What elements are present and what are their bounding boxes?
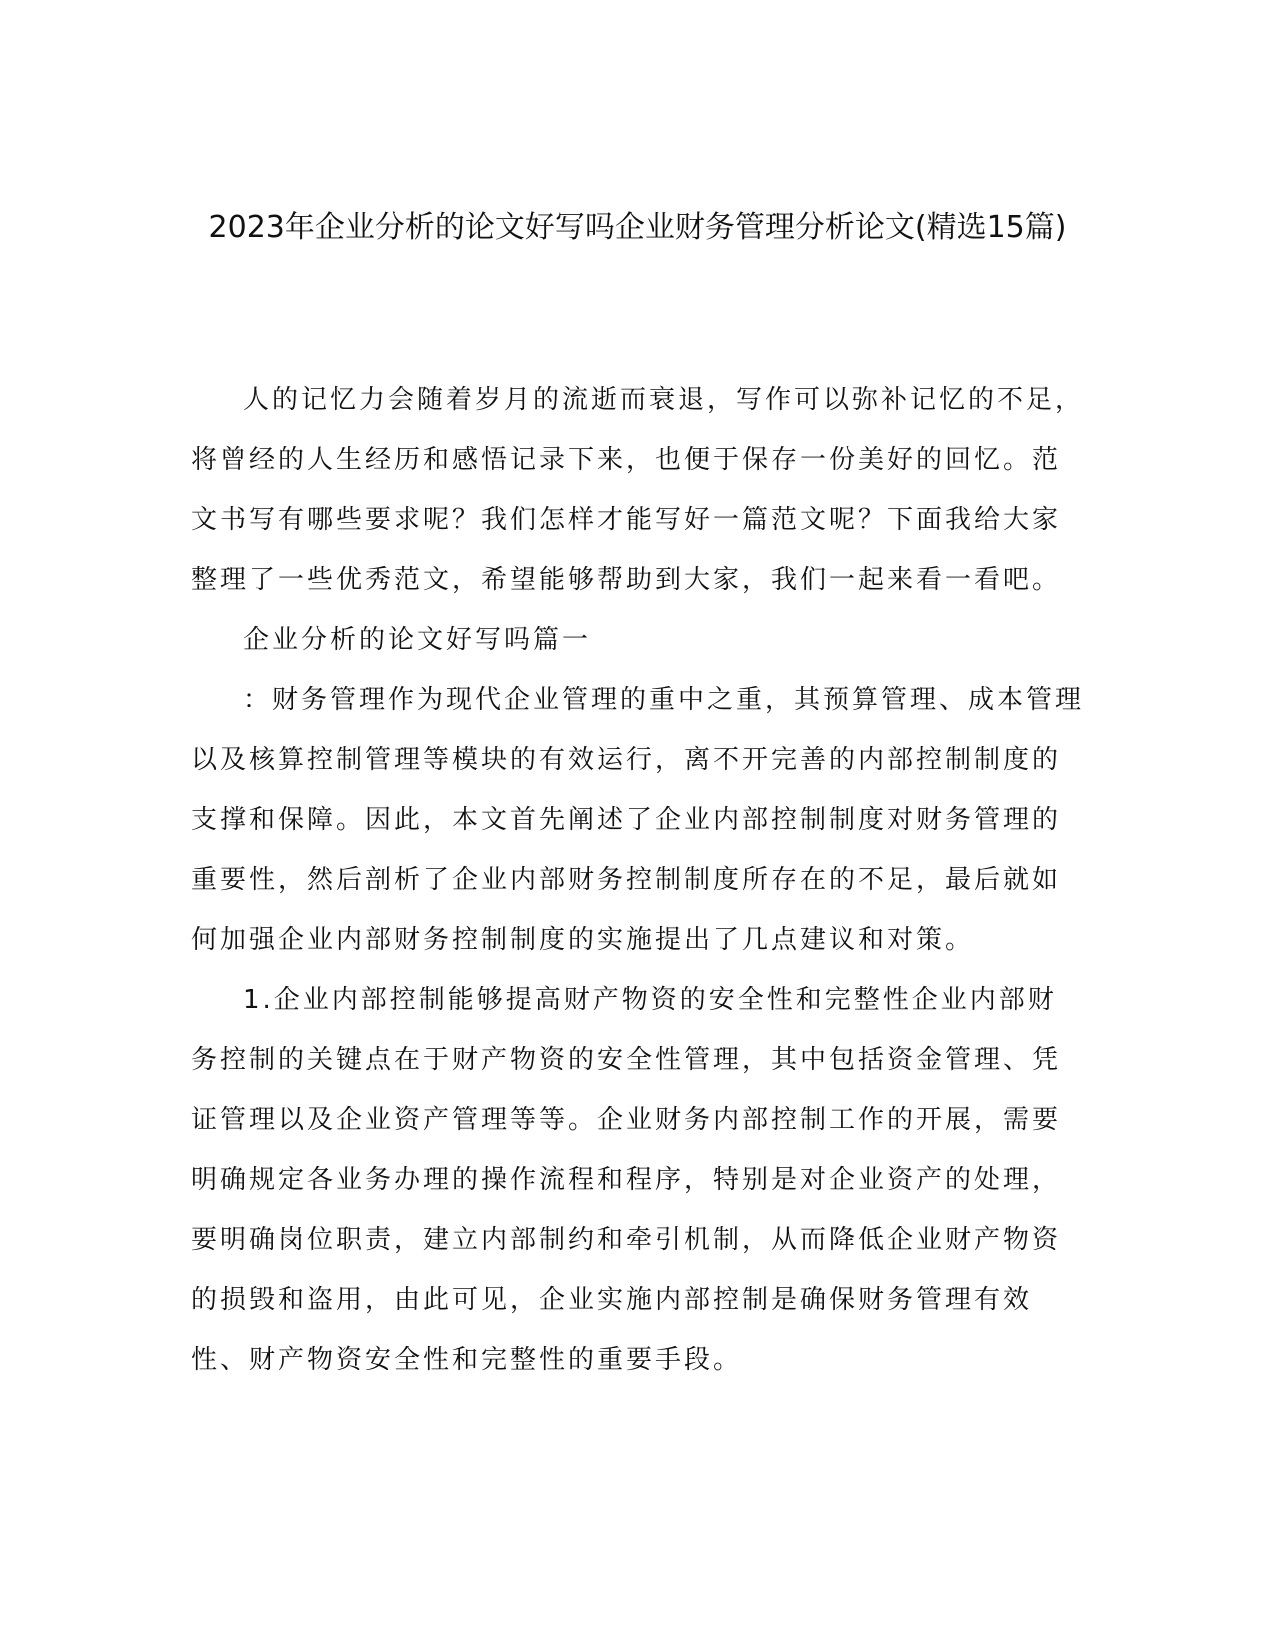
abstract-paragraph: ：财务管理作为现代企业管理的重中之重，其预算管理、成本管理以及核算控制管理等模块的有效运行，离不开完善的内部控制制度的支撑和保障。因此，本文首先阐述了企业内部控制制度对财务管理的重要性，然后剖析了企业内部财务控制制度所存在的不足，最后就如何加强企业内部财务控制制度的实施提出了几点建议和对策。 (191, 685, 1085, 955)
document-body (191, 370, 1084, 1390)
section-heading: 企业分析的论文好写吗篇一 (243, 625, 592, 655)
document-title: 2023年企业分析的论文好写吗企业财务管理分析论文(精选15篇) (208, 210, 1067, 245)
point-1-paragraph: 1.企业内部控制能够提高财产物资的安全性和完整性企业内部财务控制的关键点在于财产物资的安全性管理，其中包括资金管理、凭证管理以及企业资产管理等等。企业财务内部控制工作的开展，需要明确规定各业务办理的操作流程和程序，特别是对企业资产的处理，要明确岗位职责，建立内部制约和牵引机制，从而降低企业财产物资的损毁和盗用，由此可见，企业实施内部控制是确保财务管理有效性、财产物资安全性和完整性的重要手段。 (191, 985, 1062, 1375)
intro-paragraph: 人的记忆力会随着岁月的流逝而衰退，写作可以弥补记忆的不足，将曾经的人生经历和感悟记录下来，也便于保存一份美好的回忆。范文书写有哪些要求呢？我们怎样才能写好一篇范文呢？下面我给大家整理了一些优秀范文，希望能够帮助到大家，我们一起来看一看吧。 (191, 385, 1085, 595)
